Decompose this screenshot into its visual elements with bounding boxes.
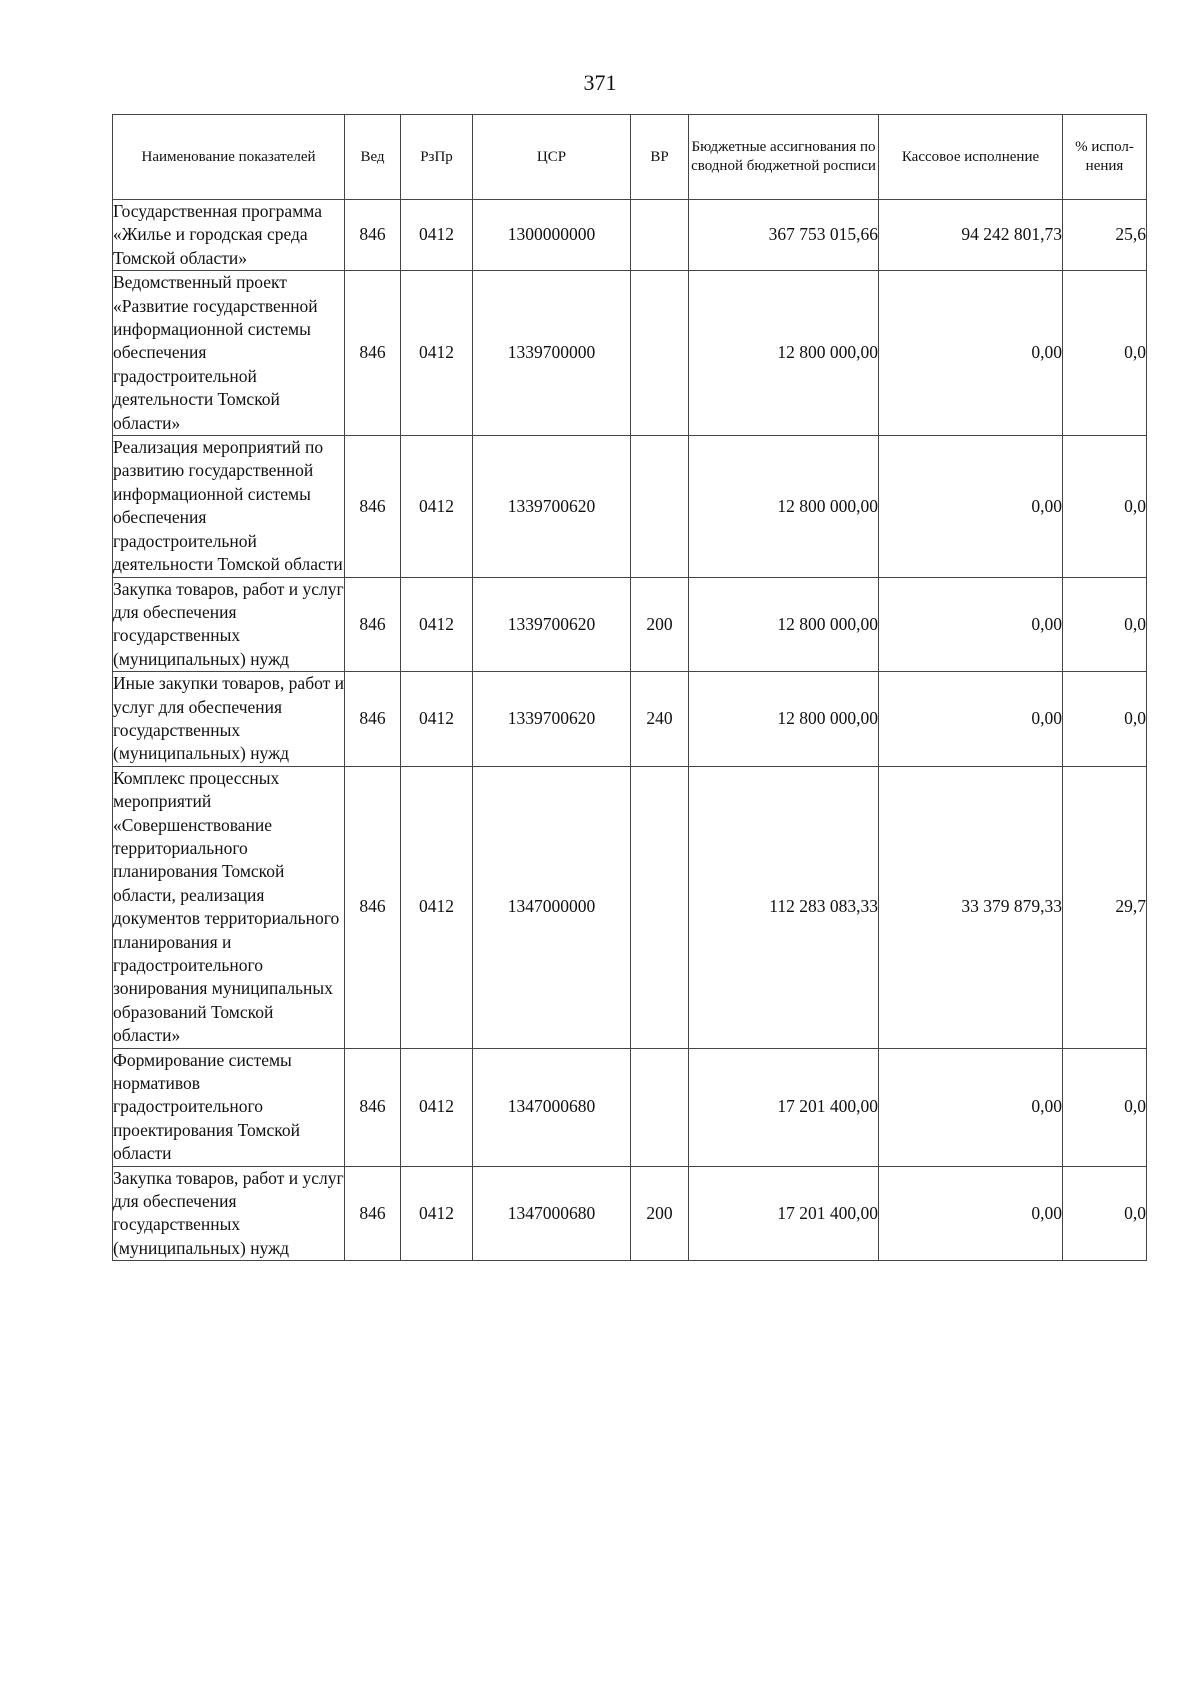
row-vr [631, 436, 689, 577]
row-execution: 0,00 [879, 672, 1063, 767]
row-csr: 1347000000 [473, 766, 631, 1048]
row-allocations: 17 201 400,00 [689, 1166, 879, 1261]
table-row [113, 766, 1147, 1048]
table-header-row [113, 115, 1147, 200]
budget-execution-table [112, 114, 1147, 1261]
row-name: Реализация мероприятий по развитию государственной информационной системы обеспечения градостроительной деятельности Томской области [113, 436, 345, 577]
row-csr: 1347000680 [473, 1048, 631, 1166]
row-percent: 0,0 [1063, 1048, 1147, 1166]
row-execution: 33 379 879,33 [879, 766, 1063, 1048]
row-percent: 0,0 [1063, 1166, 1147, 1261]
row-ved: 846 [345, 271, 401, 436]
table-row [113, 1166, 1147, 1261]
row-execution: 0,00 [879, 436, 1063, 577]
row-rzpr: 0412 [401, 577, 473, 672]
table-row [113, 271, 1147, 436]
table-row [113, 577, 1147, 672]
table-row [113, 1048, 1147, 1166]
row-name: Формирование системы нормативов градостроительного проектирования Томской области [113, 1048, 345, 1166]
row-ved: 846 [345, 200, 401, 271]
header-vr: ВР [631, 115, 689, 200]
row-name: Иные закупки товаров, работ и услуг для обеспечения государственных (муниципальных) нужд [113, 672, 345, 767]
row-name: Ведомственный проект «Развитие государственной информационной системы обеспечения градостроительной деятельности Томской области» [113, 271, 345, 436]
header-percent: % испол-нения [1063, 115, 1147, 200]
row-name: Комплекс процессных мероприятий «Совершенствование территориального планирования Томской области, реализация документов территориального планирования и градостроительного зонирования муниципальных образований Томской области» [113, 766, 345, 1048]
row-percent: 0,0 [1063, 271, 1147, 436]
header-rzpr: РзПр [401, 115, 473, 200]
row-percent: 25,6 [1063, 200, 1147, 271]
row-csr: 1347000680 [473, 1166, 631, 1261]
table-row [113, 200, 1147, 271]
row-ved: 846 [345, 1166, 401, 1261]
row-rzpr: 0412 [401, 1048, 473, 1166]
row-allocations: 12 800 000,00 [689, 436, 879, 577]
row-execution: 0,00 [879, 271, 1063, 436]
row-name: Закупка товаров, работ и услуг для обеспечения государственных (муниципальных) нужд [113, 577, 345, 672]
row-rzpr: 0412 [401, 436, 473, 577]
row-name: Закупка товаров, работ и услуг для обеспечения государственных (муниципальных) нужд [113, 1166, 345, 1261]
header-allocations: Бюджетные ассигнования по сводной бюджетной росписи [689, 115, 879, 200]
row-vr [631, 200, 689, 271]
row-percent: 0,0 [1063, 436, 1147, 577]
row-rzpr: 0412 [401, 271, 473, 436]
row-ved: 846 [345, 766, 401, 1048]
row-rzpr: 0412 [401, 672, 473, 767]
row-rzpr: 0412 [401, 1166, 473, 1261]
row-execution: 0,00 [879, 1166, 1063, 1261]
row-allocations: 367 753 015,66 [689, 200, 879, 271]
row-rzpr: 0412 [401, 200, 473, 271]
row-csr: 1339700620 [473, 672, 631, 767]
row-ved: 846 [345, 577, 401, 672]
row-ved: 846 [345, 1048, 401, 1166]
row-vr [631, 766, 689, 1048]
page-number: 371 [583, 70, 617, 95]
row-ved: 846 [345, 672, 401, 767]
row-rzpr: 0412 [401, 766, 473, 1048]
row-allocations: 12 800 000,00 [689, 271, 879, 436]
row-allocations: 112 283 083,33 [689, 766, 879, 1048]
row-allocations: 12 800 000,00 [689, 672, 879, 767]
row-vr [631, 271, 689, 436]
table-row [113, 672, 1147, 767]
header-execution: Кассовое исполнение [879, 115, 1063, 200]
row-vr: 200 [631, 1166, 689, 1261]
row-percent: 0,0 [1063, 577, 1147, 672]
row-execution: 0,00 [879, 1048, 1063, 1166]
row-name: Государственная программа «Жилье и городская среда Томской области» [113, 200, 345, 271]
header-csr: ЦСР [473, 115, 631, 200]
row-vr: 200 [631, 577, 689, 672]
header-ved: Вед [345, 115, 401, 200]
row-percent: 29,7 [1063, 766, 1147, 1048]
row-execution: 94 242 801,73 [879, 200, 1063, 271]
row-csr: 1339700620 [473, 577, 631, 672]
row-ved: 846 [345, 436, 401, 577]
row-vr [631, 1048, 689, 1166]
table-row [113, 436, 1147, 577]
row-allocations: 17 201 400,00 [689, 1048, 879, 1166]
row-csr: 1339700000 [473, 271, 631, 436]
row-csr: 1300000000 [473, 200, 631, 271]
row-allocations: 12 800 000,00 [689, 577, 879, 672]
row-percent: 0,0 [1063, 672, 1147, 767]
header-name: Наименование показателей [113, 115, 345, 200]
row-csr: 1339700620 [473, 436, 631, 577]
row-vr: 240 [631, 672, 689, 767]
row-execution: 0,00 [879, 577, 1063, 672]
